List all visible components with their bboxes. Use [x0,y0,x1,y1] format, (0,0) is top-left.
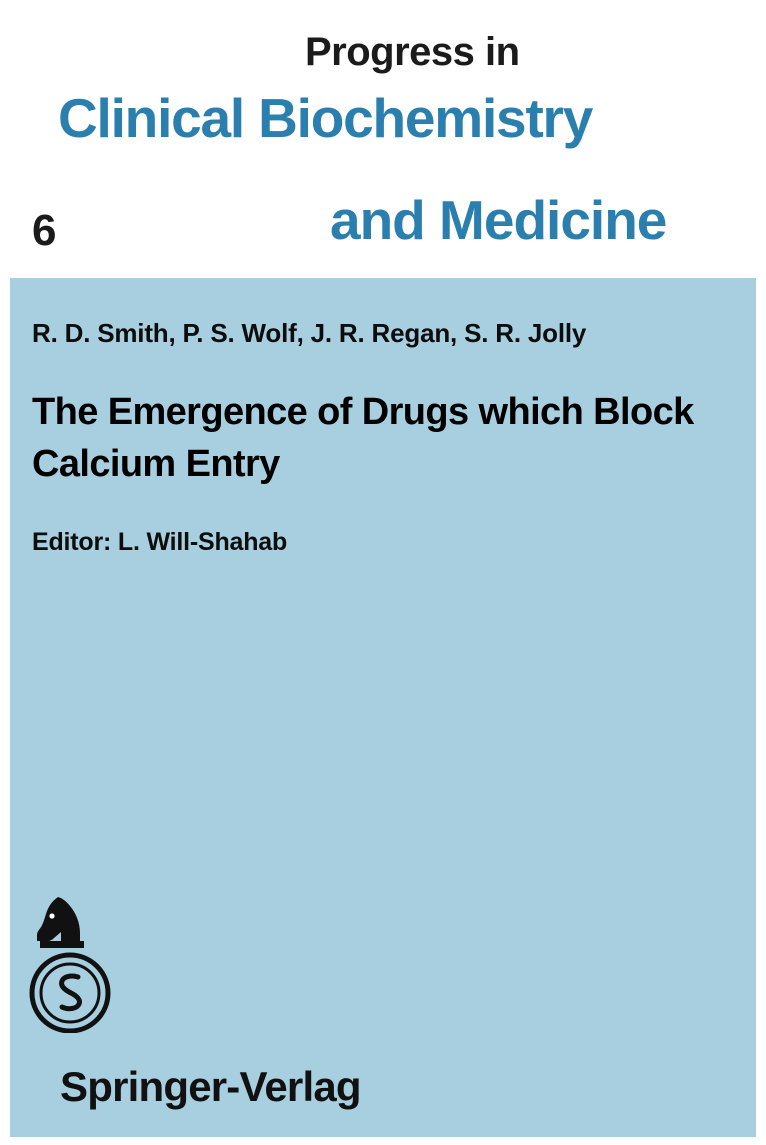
series-masthead [10,8,756,278]
springer-knight-logo-icon [28,893,112,1033]
series-title-line-2: and Medicine [330,189,667,251]
series-title-line-1: Clinical Biochemistry [58,87,593,149]
publisher-name: Springer-Verlag [60,1063,361,1110]
book-authors: R. D. Smith, P. S. Wolf, J. R. Regan, S. R. Jolly [32,318,587,348]
book-title: The Emergence of Drugs which Block Calcium Entry [32,391,694,486]
series-volume-number: 6 [32,206,57,255]
cover-panel [10,8,756,1137]
book-editor: Editor: L. Will-Shahab [32,528,288,556]
series-title-top: Progress in [305,30,520,74]
